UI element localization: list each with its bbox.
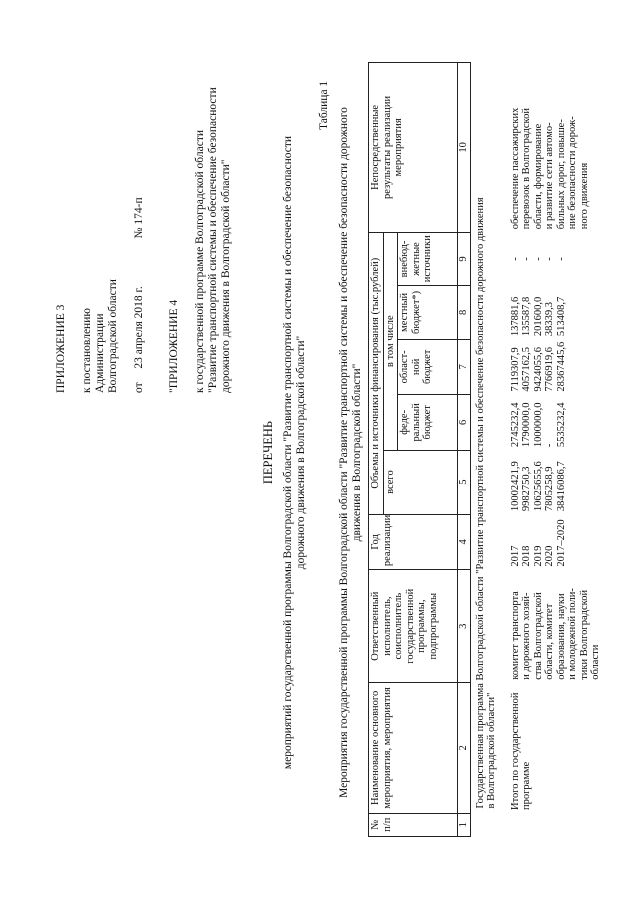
table-label: Таблица 1: [318, 80, 330, 130]
header-exec: Ответственный исполнитель, соисполнитель государственной программы, подпрограммы: [369, 570, 458, 683]
col-num-4: 4: [458, 514, 471, 570]
col-num-8: 8: [458, 286, 471, 339]
col-num-2: 2: [458, 683, 471, 813]
col-num-10: 10: [458, 63, 471, 233]
header-incl: в том числе: [383, 232, 398, 450]
perechen-title: ПЕРЕЧЕНЬ: [261, 420, 275, 485]
appendix-line-3: Волгоградской области: [107, 279, 119, 393]
row-reg: 7119307,9 4057162,5 9424055,6 7766919,6 28367445,6: [509, 341, 567, 392]
row-local: 137881,6 135587,8 201600,0 38339,3 513408,7: [509, 296, 567, 337]
date-value: 23 апреля 2018 г.: [133, 286, 145, 369]
header-num: № п/п: [369, 813, 458, 836]
table-caption-line-2: движения в Волгоградской области": [351, 363, 363, 542]
column-number-row: [458, 63, 471, 837]
col-num-5: 5: [458, 450, 471, 514]
col-num-3: 3: [458, 570, 471, 683]
row-num-cell: [504, 813, 603, 836]
row-extra: - - - - -: [509, 257, 567, 261]
perechen-line-2: дорожного движения в Волгоградской области": [295, 335, 307, 570]
col-num-7: 7: [458, 339, 471, 395]
annex4-line-3: дорожного движения в Волгоградской области": [220, 159, 232, 393]
table-caption-line-1: Мероприятия государственной программы Волгоградской области "Развитие транспортной системы и обеспечение безопасности дорожного: [338, 107, 350, 798]
annex4-line-2: "Развитие транспортной системы и обеспечение безопасности: [207, 87, 219, 393]
program-title: Государственная программа Волгоградской области "Развитие транспортной системы и обеспечение безопасности дорожного движения в Волгоградской области": [470, 63, 504, 837]
appendix-line-1: к постановлению: [81, 308, 93, 393]
header-extra: внебюд- жетные источники: [398, 232, 458, 285]
perechen-line-1: мероприятий государственной программы Волгоградской области "Развитие транспортной системы и обеспечение безопасности: [282, 135, 294, 770]
header-funding: Объемы и источники финансирования (тыс.рублей): [369, 232, 384, 514]
annex4-title: "ПРИЛОЖЕНИЕ 4: [168, 299, 180, 393]
header-result: Непосредственные результаты реализации мероприятия: [369, 63, 458, 233]
header-year: Год реализации: [369, 514, 458, 570]
appendix-title: ПРИЛОЖЕНИЕ 3: [55, 304, 67, 393]
header-fed: феде- ральный бюджет: [398, 395, 458, 451]
col-num-1: 1: [458, 813, 471, 836]
date-prefix: от: [133, 382, 145, 393]
row-years: 2017 2018 2019 2020 2017–2020: [509, 519, 567, 567]
col-num-9: 9: [458, 232, 471, 285]
header-local: местный бюджет*): [398, 286, 458, 339]
appendix-line-2: Администрации: [94, 313, 106, 393]
header-row-1: [369, 63, 384, 837]
header-total: всего: [383, 450, 458, 514]
program-title-row: [470, 63, 504, 837]
annex4-line-1: к государственной программе Волгоградской области: [194, 130, 206, 393]
number-prefix: №: [133, 227, 145, 239]
row-total: 10002421,9 9982750,3 10625655,6 7805258,9 38416086,7: [509, 461, 567, 512]
row-name: Итого по государственной программе: [509, 692, 532, 811]
table-row: [504, 63, 603, 837]
row-exec: комитет транспорта и дорожного хозяй- ства Волгоградской области, комитет образования, науки и молодежной поли- тики Волгоградской области: [509, 588, 601, 680]
funding-table: [368, 62, 603, 837]
number-value: 174-п: [133, 197, 145, 225]
col-num-6: 6: [458, 395, 471, 451]
header-name: Наименование основного мероприятия, мероприятия: [369, 683, 458, 813]
row-fed: 2745232,4 1790000,0 1000000,0 - 5535232,4: [509, 402, 567, 448]
appendix-date-line: [133, 197, 146, 393]
row-result: обеспечение пассажирских перевозок в Волгоградской области, формирование и развитие сети автомо- бильных дорог, повыше- ние безопасности дорож- ного движения: [509, 107, 590, 230]
header-reg: област- ной бюджет: [398, 339, 458, 395]
